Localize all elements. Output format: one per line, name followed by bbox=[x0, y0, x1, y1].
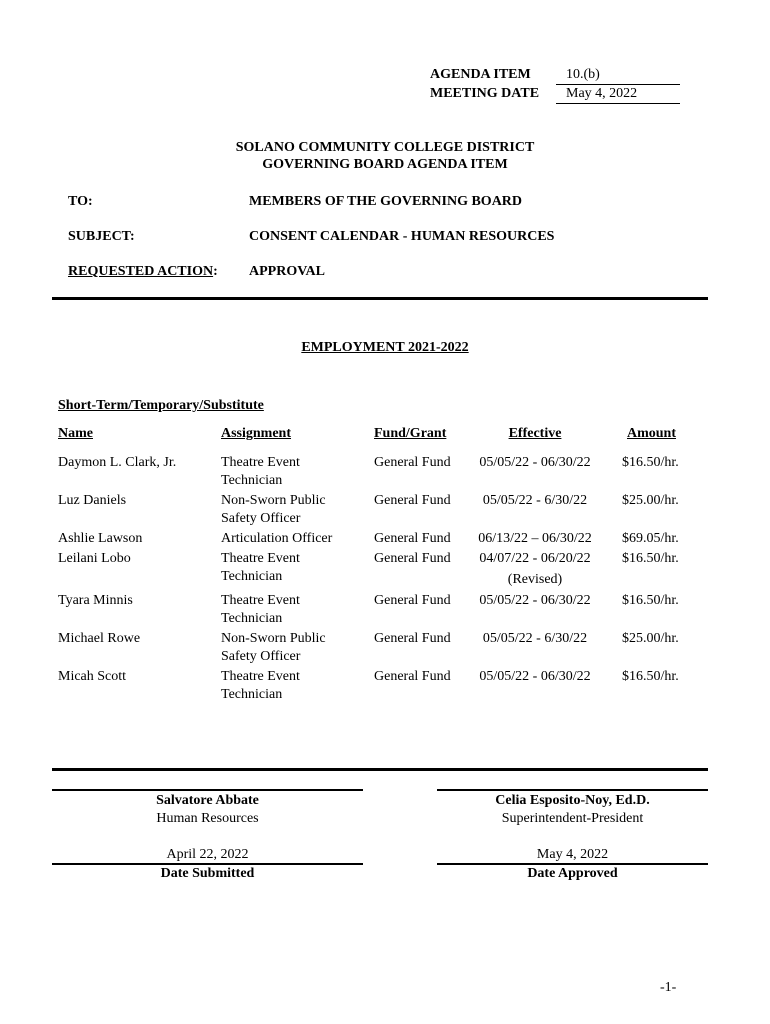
cell-assignment: Non-Sworn Public bbox=[221, 493, 326, 508]
cell-fund: General Fund bbox=[374, 669, 451, 684]
cell-effective: 05/05/22 - 06/30/22 bbox=[479, 669, 591, 684]
date-approved-value: May 4, 2022 bbox=[536, 847, 609, 862]
cell-amount: $16.50/hr. bbox=[622, 551, 679, 566]
section-title: EMPLOYMENT 2021-2022 bbox=[301, 340, 469, 355]
cell-name: Leilani Lobo bbox=[58, 551, 131, 566]
col-header-amount: Amount bbox=[627, 426, 677, 441]
cell-effective: 04/07/22 - 06/20/22 bbox=[479, 551, 591, 566]
col-header-assignment: Assignment bbox=[221, 426, 292, 441]
cell-assignment: Theatre Event bbox=[221, 593, 300, 608]
date-approved-line bbox=[437, 863, 708, 865]
requested-action-text: REQUESTED ACTION bbox=[68, 264, 214, 279]
requested-action-value: APPROVAL bbox=[249, 264, 325, 279]
col-header-effective: Effective bbox=[508, 426, 562, 441]
agenda-item-value: 10.(b) bbox=[566, 67, 600, 82]
district-title: SOLANO COMMUNITY COLLEGE DISTRICT bbox=[235, 140, 535, 155]
left-signature-line bbox=[52, 789, 363, 791]
cell-assignment: Articulation Officer bbox=[221, 531, 333, 546]
cell-name: Daymon L. Clark, Jr. bbox=[58, 455, 177, 470]
agenda-item-label: AGENDA ITEM bbox=[430, 67, 531, 82]
cell-assignment: Non-Sworn Public bbox=[221, 631, 326, 646]
cell-effective: 05/05/22 - 6/30/22 bbox=[482, 631, 588, 646]
cell-assignment: Theatre Event bbox=[221, 551, 300, 566]
cell-assignment-cont: Technician bbox=[221, 569, 283, 584]
cell-amount: $25.00/hr. bbox=[622, 631, 679, 646]
meeting-date-underline bbox=[556, 103, 680, 104]
right-signer-name: Celia Esposito-Noy, Ed.D. bbox=[495, 793, 650, 808]
left-signer-title: Human Resources bbox=[156, 811, 259, 826]
to-label: TO: bbox=[68, 194, 93, 209]
date-submitted-value: April 22, 2022 bbox=[166, 847, 249, 862]
right-signature-line bbox=[437, 789, 708, 791]
cell-name: Ashlie Lawson bbox=[58, 531, 143, 546]
cell-fund: General Fund bbox=[374, 493, 451, 508]
cell-amount: $16.50/hr. bbox=[622, 593, 679, 608]
subject-label: SUBJECT: bbox=[68, 229, 135, 244]
cell-fund: General Fund bbox=[374, 551, 451, 566]
subsection-title: Short-Term/Temporary/Substitute bbox=[58, 398, 264, 413]
cell-assignment-cont: Technician bbox=[221, 687, 283, 702]
cell-effective: 05/05/22 - 06/30/22 bbox=[479, 455, 591, 470]
cell-assignment-cont: Safety Officer bbox=[221, 649, 301, 664]
cell-fund: General Fund bbox=[374, 455, 451, 470]
to-value: MEMBERS OF THE GOVERNING BOARD bbox=[249, 194, 523, 209]
right-signer-title: Superintendent-President bbox=[501, 811, 644, 826]
agenda-title: GOVERNING BOARD AGENDA ITEM bbox=[262, 157, 508, 172]
subject-value: CONSENT CALENDAR - HUMAN RESOURCES bbox=[249, 229, 555, 244]
cell-effective-note: (Revised) bbox=[507, 572, 563, 587]
cell-effective: 05/05/22 - 6/30/22 bbox=[482, 493, 588, 508]
col-header-fund: Fund/Grant bbox=[374, 426, 447, 441]
requested-action-colon: : bbox=[213, 264, 218, 279]
cell-effective: 06/13/22 – 06/30/22 bbox=[478, 531, 592, 546]
page-number: -1- bbox=[660, 980, 677, 995]
top-divider bbox=[52, 297, 708, 300]
requested-action-label bbox=[68, 264, 218, 280]
cell-amount: $16.50/hr. bbox=[622, 455, 679, 470]
bottom-divider bbox=[52, 768, 708, 771]
meeting-date-label: MEETING DATE bbox=[430, 86, 540, 101]
meeting-date-value: May 4, 2022 bbox=[566, 86, 638, 101]
date-approved-label: Date Approved bbox=[527, 866, 618, 881]
cell-fund: General Fund bbox=[374, 593, 451, 608]
cell-amount: $69.05/hr. bbox=[622, 531, 679, 546]
cell-assignment-cont: Technician bbox=[221, 473, 283, 488]
agenda-item-underline bbox=[556, 84, 680, 85]
cell-amount: $25.00/hr. bbox=[622, 493, 679, 508]
left-signer-name: Salvatore Abbate bbox=[156, 793, 259, 808]
col-header-name: Name bbox=[58, 426, 93, 441]
cell-assignment: Theatre Event bbox=[221, 455, 300, 470]
cell-assignment-cont: Safety Officer bbox=[221, 511, 301, 526]
cell-fund: General Fund bbox=[374, 531, 451, 546]
cell-assignment-cont: Technician bbox=[221, 611, 283, 626]
date-submitted-line bbox=[52, 863, 363, 865]
cell-name: Micah Scott bbox=[58, 669, 127, 684]
cell-name: Luz Daniels bbox=[58, 493, 127, 508]
cell-fund: General Fund bbox=[374, 631, 451, 646]
cell-assignment: Theatre Event bbox=[221, 669, 300, 684]
cell-name: Tyara Minnis bbox=[58, 593, 133, 608]
cell-amount: $16.50/hr. bbox=[622, 669, 679, 684]
date-submitted-label: Date Submitted bbox=[160, 866, 255, 881]
cell-effective: 05/05/22 - 06/30/22 bbox=[479, 593, 591, 608]
cell-name: Michael Rowe bbox=[58, 631, 141, 646]
